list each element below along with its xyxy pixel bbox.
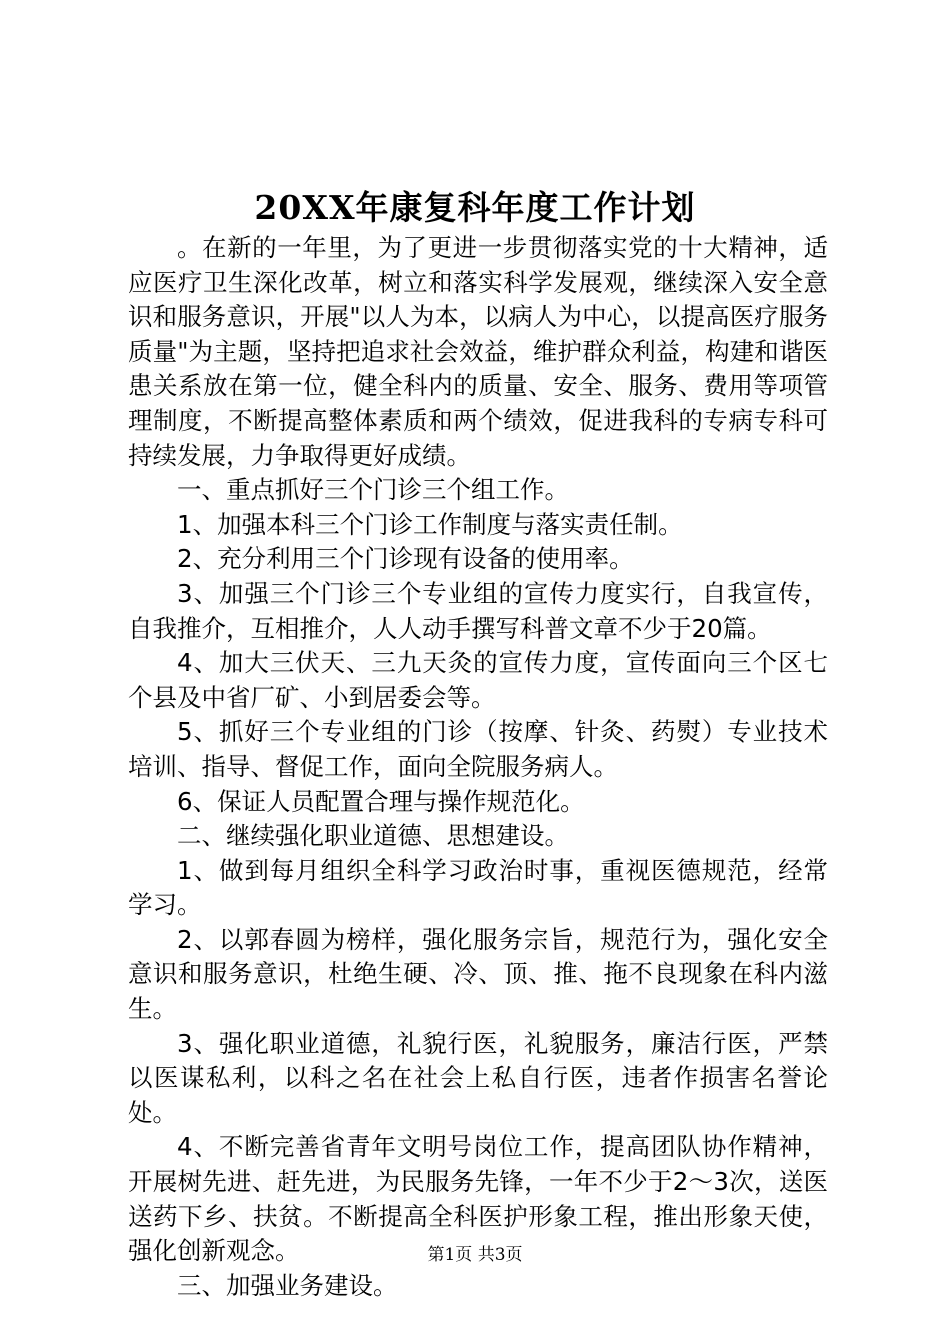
list-item: 2、充分利用三个门诊现有设备的使用率。	[177, 544, 634, 574]
list-item: 6、保证人员配置合理与操作规范化。	[177, 786, 585, 816]
list-item: 3、强化职业道德，礼貌行医，礼貌服务，廉洁行医，严禁以医谋私利，以科之名在社会上私自行医，违者作损害名誉论处。	[128, 1028, 828, 1127]
list-item: 3、加强三个门诊三个专业组的宣传力度实行，自我宣传，自我推介，互相推介，人人动手撰写科普文章不少于20篇。	[128, 578, 828, 643]
list-item: 1、做到每月组织全科学习政治时事，重视医德规范，经常学习。	[128, 855, 828, 920]
list-item: 1、加强本科三个门诊工作制度与落实责任制。	[177, 509, 683, 539]
list-item-main-text: 4、不断完善省青年文明号岗位工作，提高团队协作精神，开展树先进、赶先进，为民服务先锋，一年不少于2～3次，送医送药下乡、扶贫。	[128, 1132, 828, 1231]
intro-paragraph: 。在新的一年里，为了更进一步贯彻落实党的十大精神，适应医疗卫生深化改革，树立和落实科学发展观，继续深入安全意识和服务意识，开展"以人为本，以病人为中心，以提高医疗服务质量"为主题，坚持把追求社会效益，维护群众利益，构建和谐医患关系放在第一位，健全科内的质量、安全、服务、费用等项管理制度，不断提高整体素质和两个绩效，促进我科的专病专科可持续发展，力争取得更好成绩。	[128, 233, 828, 470]
list-item: 5、抓好三个专业组的门诊（按摩、针灸、药熨）专业技术培训、指导、督促工作，面向全院服务病人。	[128, 717, 828, 781]
document-body	[128, 231, 828, 1303]
section-heading-1: 一、重点抓好三个门诊三个组工作。	[177, 475, 569, 505]
list-item: 2、以郭春圆为榜样，强化服务宗旨，规范行为，强化安全意识和服务意识，杜绝生硬、冷、顶、推、拖不良现象在科内滋生。	[128, 924, 828, 1024]
section-heading-2: 二、继续强化职业道德、思想建设。	[177, 821, 569, 851]
document-title: 20XX年康复科年度工作计划	[254, 188, 696, 227]
section-heading-3: 三、加强业务建设。	[177, 1270, 398, 1300]
list-item: 4、加大三伏天、三九天灸的宣传力度，宣传面向三个区七个县及中省厂矿、小到居委会等。	[128, 648, 828, 712]
list-item-tail-text: 不断提高全科医护形象工程，推出形象天使，强化创新观念。	[128, 1201, 829, 1266]
page-footer: 第1页 共3页	[427, 1245, 523, 1265]
